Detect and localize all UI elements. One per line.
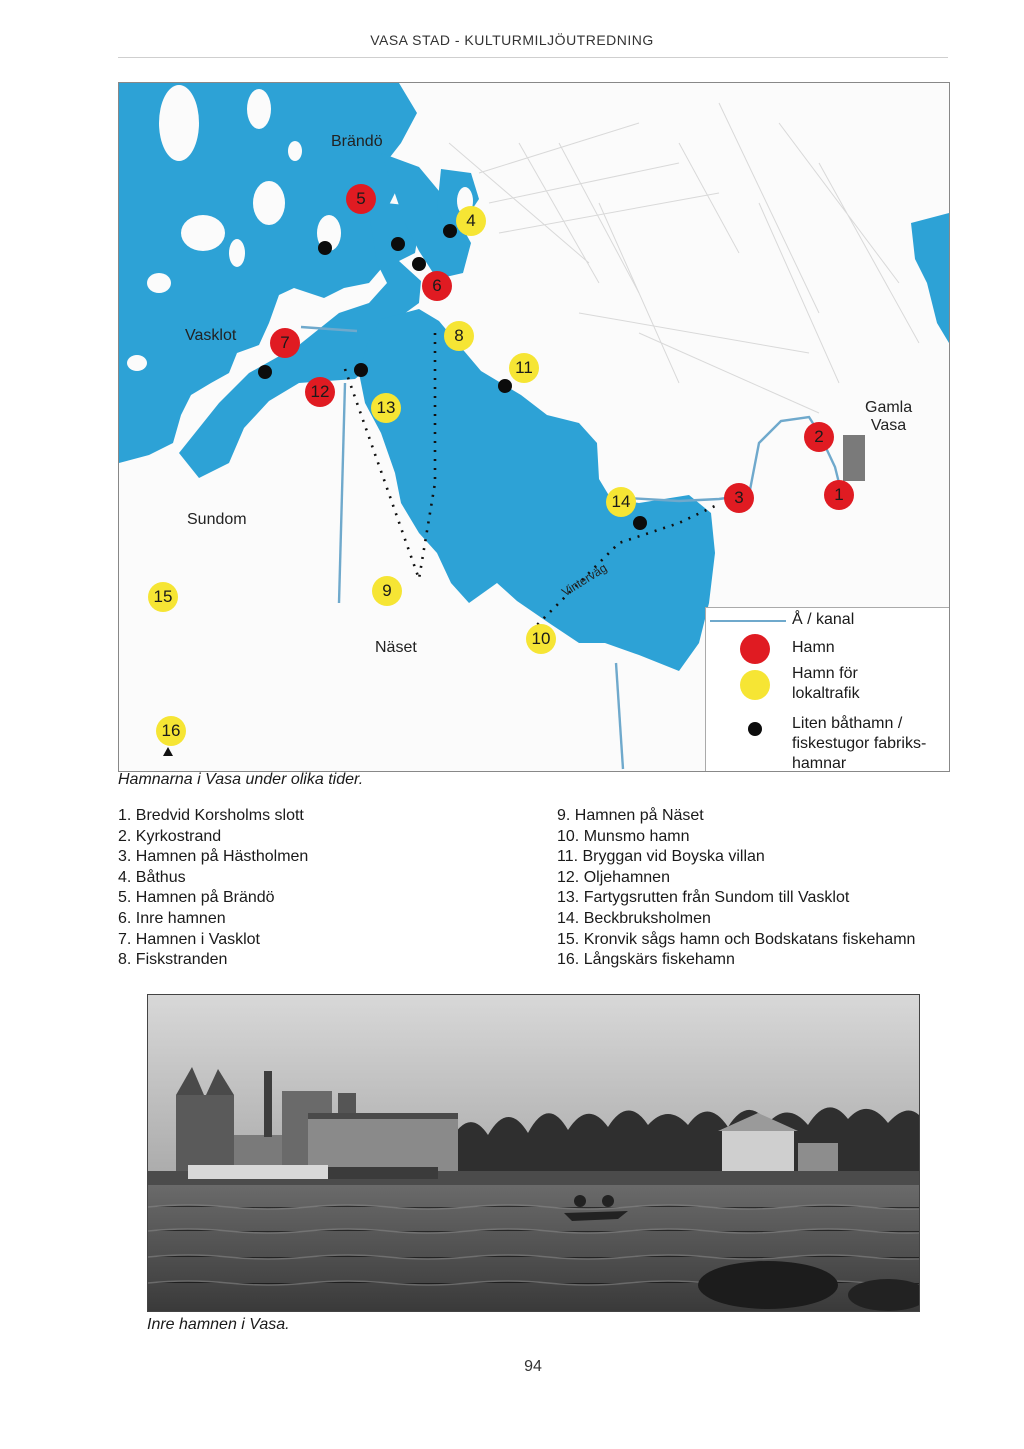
photo-caption: Inre hamnen i Vasa. [147, 1316, 290, 1333]
small-harbour-dot [498, 379, 512, 393]
harbour-marker-10[interactable]: 10 [526, 624, 556, 654]
list-item: 6. Inre hamnen [118, 909, 226, 927]
yellow-circle-swatch [740, 670, 770, 700]
legend-label: Liten båthamn / fiskestugor fabriks- hamnar [792, 715, 927, 772]
list-item: 7. Hamnen i Vasklot [118, 930, 260, 948]
harbour-marker-11[interactable]: 11 [509, 353, 539, 383]
east-inlet [911, 213, 949, 343]
harbour-marker-13[interactable]: 13 [371, 393, 401, 423]
list-item: 9. Hamnen på Näset [557, 807, 704, 824]
harbour-marker-8[interactable]: 8 [444, 321, 474, 351]
photo-illustration [148, 995, 919, 1311]
running-header: VASA STAD - KULTURMILJÖUTREDNING [370, 32, 654, 48]
harbour-marker-6[interactable]: 6 [422, 271, 452, 301]
list-item: 8. Fiskstranden [118, 951, 228, 969]
harbour-marker-15[interactable]: 15 [148, 582, 178, 612]
list-item: 4. Båthus [118, 868, 186, 886]
harbour-marker-1[interactable]: 1 [824, 480, 854, 510]
place-label-vintervag: Vinterväg [559, 560, 610, 600]
map-caption: Hamnarna i Vasa under olika tider. [118, 771, 364, 788]
harbour-map [118, 82, 950, 772]
place-label-gamla-vasa: Gamla Vasa [865, 399, 913, 434]
place-label-naset: Näset [375, 639, 417, 656]
legend-label: Å / kanal [792, 611, 855, 628]
header-rule [118, 57, 948, 58]
harbour-marker-4[interactable]: 4 [456, 206, 486, 236]
legend-label: Hamn [792, 639, 835, 656]
harbour-marker-5[interactable]: 5 [346, 184, 376, 214]
small-harbour-dot [633, 516, 647, 530]
harbour-marker-14[interactable]: 14 [606, 487, 636, 517]
harbour-marker-2[interactable]: 2 [804, 422, 834, 452]
small-harbour-dot [443, 224, 457, 238]
historic-harbour-photo [147, 994, 920, 1312]
list-item: 14. Beckbruksholmen [557, 909, 711, 927]
list-item: 13. Fartygsrutten från Sundom till Vasklot [557, 889, 850, 907]
small-harbour-dot [318, 241, 332, 255]
list-item: 3. Hamnen på Hästholmen [118, 848, 309, 866]
list-item: 2. Kyrkostrand [118, 827, 222, 845]
list-item: 16. Långskärs fiskehamn [557, 951, 735, 969]
harbour-marker-3[interactable]: 3 [724, 483, 754, 513]
list-item: 1. Bredvid Korsholms slott [118, 807, 304, 824]
harbour-marker-9[interactable]: 9 [372, 576, 402, 606]
harbour-marker-7[interactable]: 7 [270, 328, 300, 358]
red-circle-swatch [740, 634, 770, 664]
place-label-sundom: Sundom [187, 511, 247, 528]
black-dot-swatch [748, 722, 762, 736]
legend-label: Hamn för lokaltrafik [792, 665, 860, 702]
gamla-vasa-ruins [843, 435, 865, 481]
map-legend [705, 607, 950, 772]
place-label-vasklot: Vasklot [185, 327, 237, 344]
harbour-list-right [557, 806, 915, 971]
list-item: 15. Kronvik sågs hamn och Bodskatans fiskehamn [557, 930, 916, 948]
list-item: 11. Bryggan vid Boyska villan [557, 848, 765, 866]
harbour-list-left [118, 806, 308, 971]
small-harbour-dot [391, 237, 405, 251]
small-harbour-dot [354, 363, 368, 377]
list-item: 5. Hamnen på Brändö [118, 889, 275, 907]
harbour-marker-16[interactable]: 16 [156, 716, 186, 746]
small-harbour-dot [412, 257, 426, 271]
list-item: 12. Oljehamnen [557, 868, 670, 886]
place-label-brando: Brändö [331, 133, 383, 150]
page-number: 94 [524, 1358, 542, 1375]
small-harbour-dot [258, 365, 272, 379]
list-item: 10. Munsmo hamn [557, 827, 690, 845]
langskar-triangle [163, 747, 173, 756]
harbour-marker-12[interactable]: 12 [305, 377, 335, 407]
canal-swatch [710, 620, 786, 622]
